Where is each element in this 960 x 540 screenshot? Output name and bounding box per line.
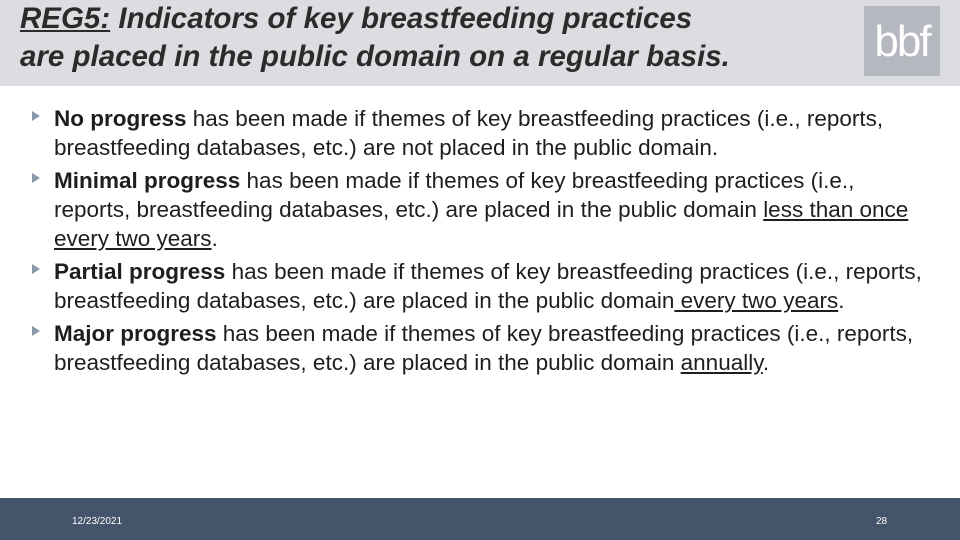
bullet-no-progress [32,104,932,162]
bullet-bold: Partial progress [54,259,226,284]
bbf-logo [864,6,940,76]
bullet-minimal-progress [32,166,932,253]
slide-title [20,0,870,76]
logo-lettering: bbf [874,17,930,66]
bullet-text: has been made if themes of key breastfeeding practices (i.e., reports, breastfeeding databases, etc.) are placed in the public domain [54,321,914,375]
bullet-bold: No progress [54,106,187,131]
bullet-text: has been made if themes of key breastfeeding practices (i.e., reports, breastfeeding databases, etc.) are placed in the public domain [54,168,855,222]
title-line2: are placed in the public domain on a regular basis. [20,40,730,73]
bullet-underlined: annually [680,350,763,375]
bullet-text: has been made if themes of key breastfeeding practices (i.e., reports, breastfeeding databases, etc.) are not placed in the public domain. [54,106,884,160]
bullet-arrow-icon [32,264,40,274]
progress-criteria-list [32,104,932,381]
bullet-tail: . [762,350,770,375]
slide-number: 28 [876,516,888,527]
title-band [0,0,960,86]
footer-band [0,498,960,540]
bullet-tail: . [838,288,845,313]
bullet-partial-progress [32,257,932,315]
title-line1: Indicators of key breastfeeding practices [110,2,693,35]
title-prefix: REG5: [20,2,111,35]
bullet-underlined: every two years [674,288,839,313]
bullet-underlined: less than once every two years [54,197,909,251]
bullet-arrow-icon [32,111,40,121]
bullet-text: has been made if themes of key breastfeeding practices (i.e., reports, breastfeeding databases, etc.) are placed in the public domain [54,259,922,313]
bbf-logo-mark [864,6,940,76]
bullet-bold: Minimal progress [54,168,241,193]
bullet-major-progress [32,319,932,377]
footer-date: 12/23/2021 [72,516,123,527]
bullet-arrow-icon [32,326,40,336]
bullet-arrow-icon [32,173,40,183]
bullet-tail: . [211,226,218,251]
bullet-bold: Major progress [54,321,217,346]
